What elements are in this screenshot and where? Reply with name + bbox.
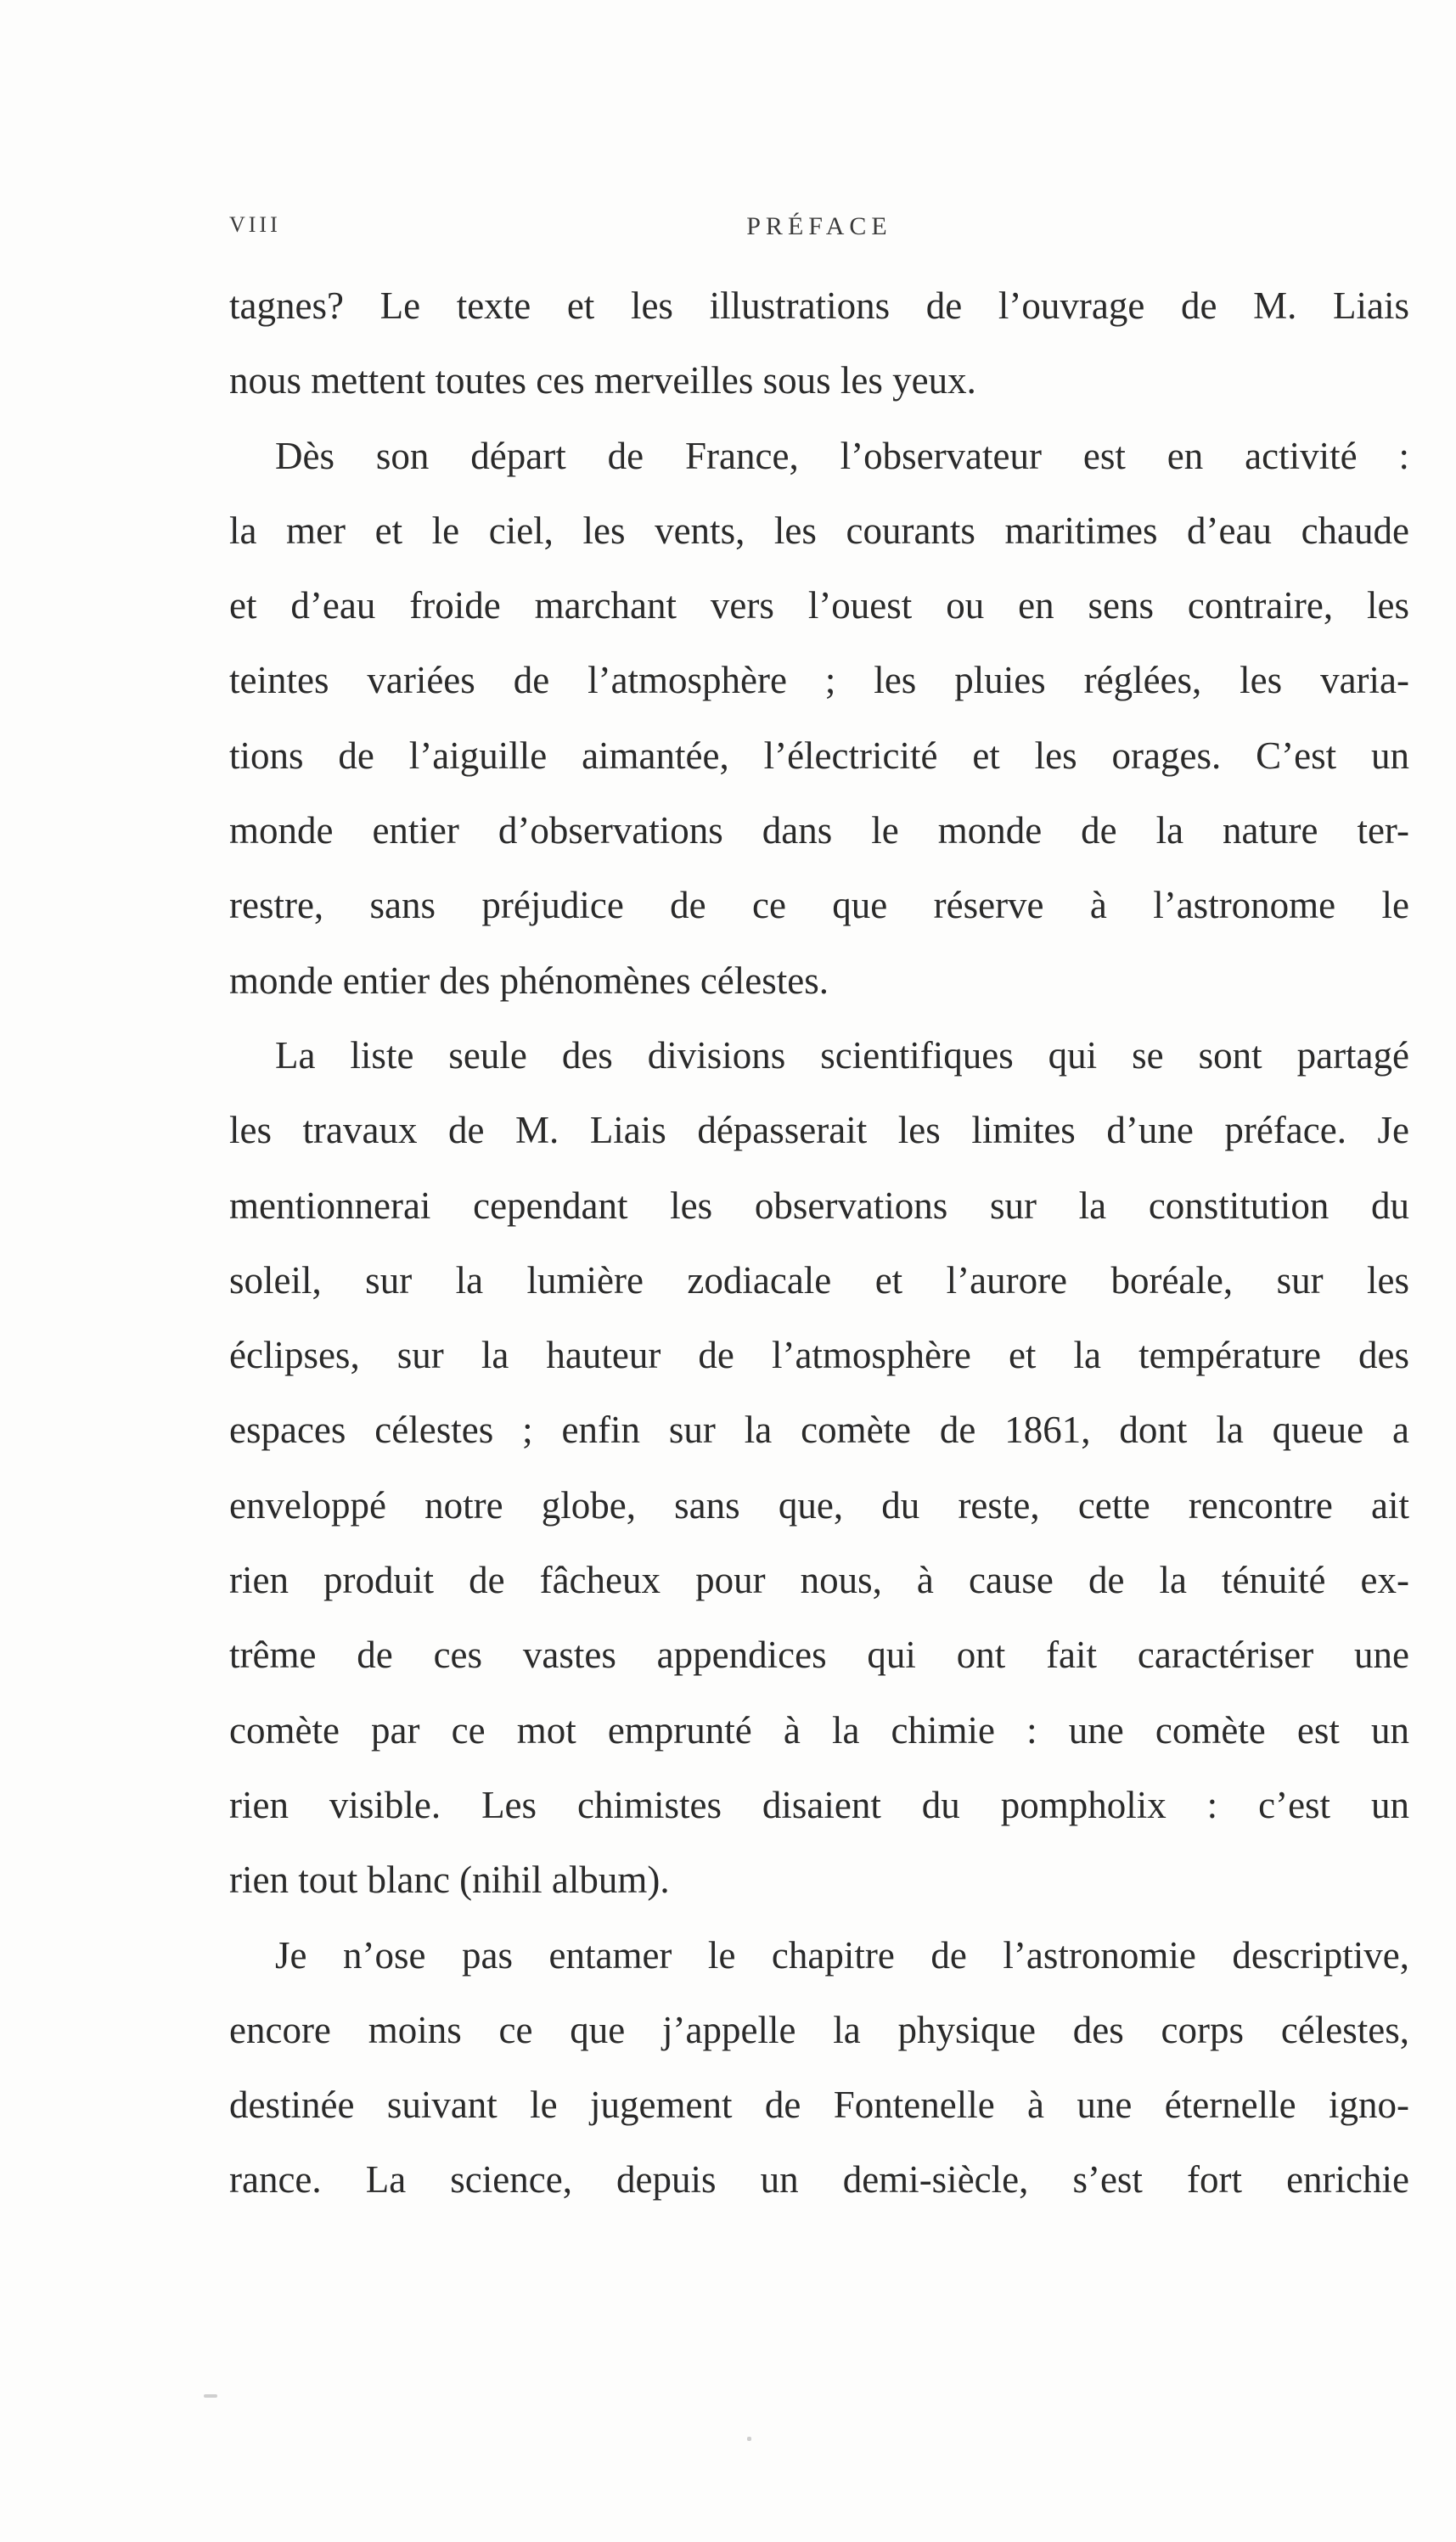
text-line: restre, sans préjudice de ce que réserve à l’astronome le [229,884,1409,927]
text-line: la mer et le ciel, les vents, les courants maritimes d’eau chaude [229,509,1409,552]
text-line: Dès son départ de France, l’observateur est en activité : [275,434,1409,477]
text-line: monde entier d’observations dans le monde de la nature ter- [229,809,1409,852]
text-line: rien tout blanc (nihil album). [229,1859,670,1902]
text-line: et d’eau froide marchant vers l’ouest ou en sens contraire, les [229,584,1409,627]
running-title: PRÉFACE [746,212,892,240]
text-line: La liste seule des divisions scientifiques qui se sont partagé [275,1033,1409,1077]
text-line: mentionnerai cependant les observations sur la constitution du [229,1184,1409,1227]
page-number: VIII [229,212,281,237]
text-line: Je n’ose pas entamer le chapitre de l’astronomie descriptive, [275,1933,1409,1977]
text-line: destinée suivant le jugement de Fontenelle à une éternelle igno- [229,2084,1409,2127]
text-line: rien visible. Les chimistes disaient du pompholix : c’est un [229,1783,1409,1826]
print-speck [204,2394,217,2398]
text-line: rien produit de fâcheux pour nous, à cause de la ténuité ex- [229,1559,1409,1602]
text-line: soleil, sur la lumière zodiacale et l’aurore boréale, sur les [229,1258,1409,1302]
text-line: éclipses, sur la hauteur de l’atmosphère et la température des [229,1334,1409,1377]
text-line: enveloppé notre globe, sans que, du reste, cette rencontre ait [229,1483,1409,1527]
text-line: teintes variées de l’atmosphère ; les pluies réglées, les varia- [229,659,1409,702]
text-line: rance. La science, depuis un demi-siècle, s’est fort enrichie [229,2158,1409,2202]
text-line: nous mettent toutes ces merveilles sous les yeux. [229,359,976,402]
text-line: trême de ces vastes appendices qui ont fait caractériser une [229,1634,1409,1677]
text-line: espaces célestes ; enfin sur la comète de 1861, dont la queue a [229,1409,1409,1452]
page-header [229,212,1409,255]
body-text [229,268,1409,2218]
text-line: monde entier des phénomènes célestes. [229,959,829,1002]
text-line: les travaux de M. Liais dépasserait les limites d’une préface. Je [229,1109,1409,1152]
text-line: comète par ce mot emprunté à la chimie : une comète est un [229,1708,1409,1752]
print-speck [747,2437,751,2441]
text-line: encore moins ce que j’appelle la physique des corps célestes, [229,2008,1409,2051]
text-line: tions de l’aiguille aimantée, l’électricité et les orages. C’est un [229,734,1409,777]
text-line: tagnes? Le texte et les illustrations de l’ouvrage de M. Liais [229,284,1409,327]
